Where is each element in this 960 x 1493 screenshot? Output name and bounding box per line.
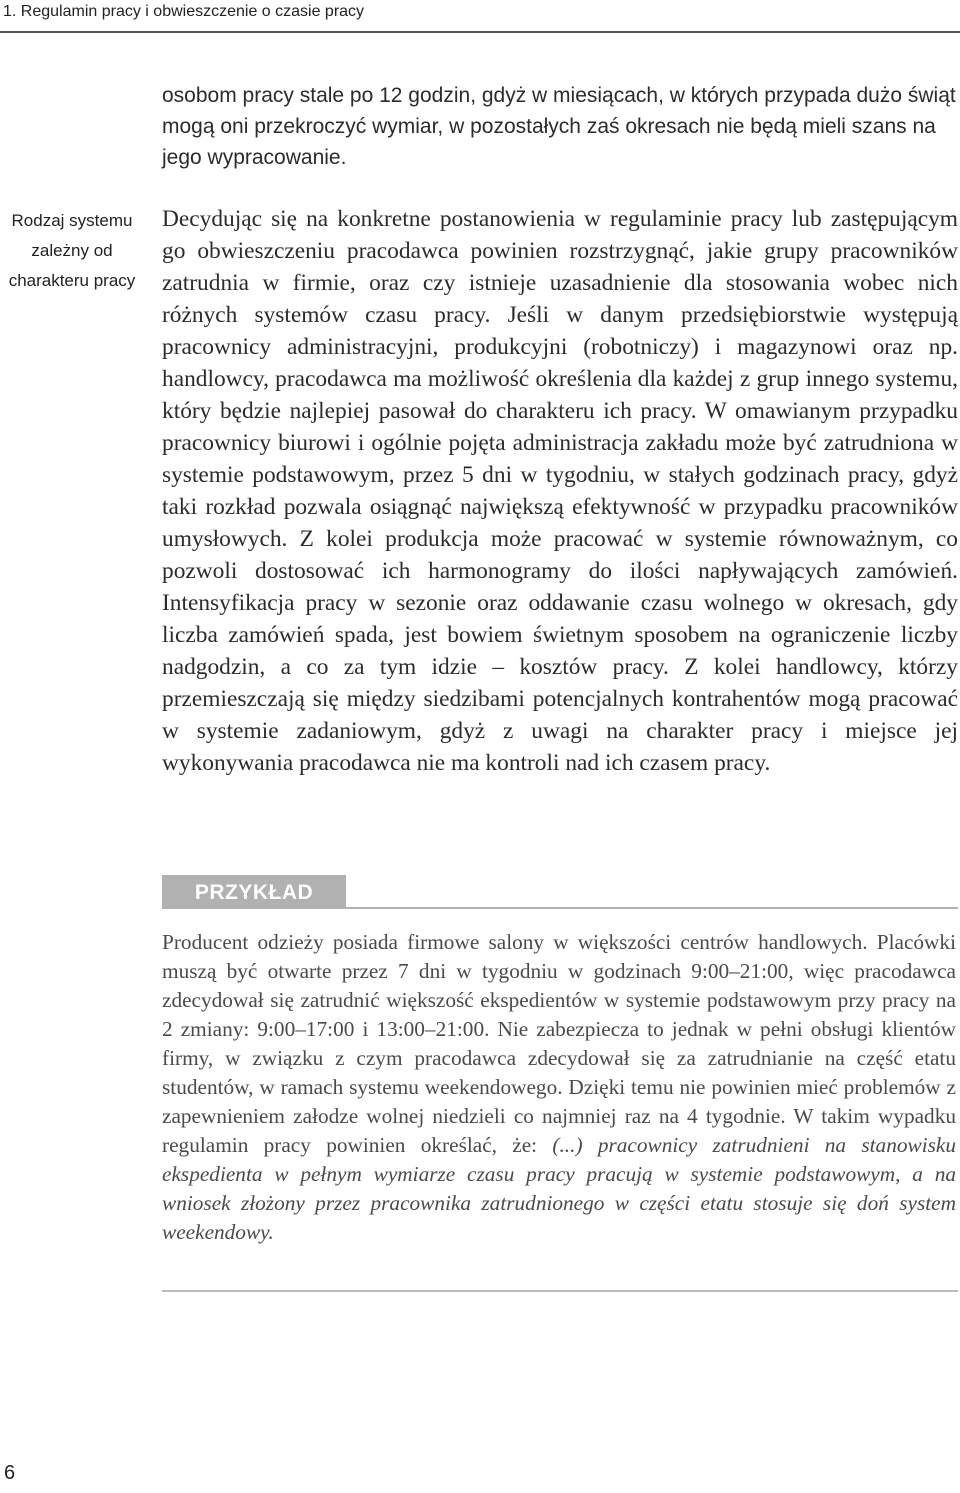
example-bottom-rule xyxy=(162,1290,958,1292)
running-header: 1. Regulamin pracy i obwieszczenie o czasie pracy xyxy=(3,3,365,20)
margin-note-line: charakteru pracy xyxy=(8,271,136,290)
header-rule xyxy=(0,31,960,33)
page-number: 6 xyxy=(4,1462,16,1484)
paragraph-main: Decydując się na konkretne postanowienia w regulaminie pracy lub zastępującym go obwieszczeniu pracodawca powinien rozstrzygnąć, jakie grupy pracowników zatrudnia w firmie, oraz czy istnieje uzasadnienie dla stosowania wobec nich różnych systemów czasu pracy. Jeśli w danym przedsiębiorstwie występują pracownicy administracyjni, produkcyjni (robotniczy) i magazynowi oraz np. handlowcy, pracodawca ma możliwość określenia dla każdej z grup innego systemu, który będzie najlepiej pasował do charakteru ich pracy. W omawianym przypadku pracownicy biurowi i ogólnie pojęta administracja zakładu może być zatrudniona w systemie podstawowym, przez 5 dni w tygodniu, w stałych godzinach pracy, gdyż taki rozkład pozwala osiągnąć największą efektywność w przypadku pracowników umysłowych. Z kolei produkcja może pracować w systemie równoważnym, co pozwoli dostosować ich harmonogramy do ilości napływających zamówień. Intensyfikacja pracy w sezonie oraz oddawanie czasu wolnego w okresach, gdy liczba zamówień spada, jest bowiem świetnym sposobem na ograniczenie liczby nadgodzin, a co za tym idzie – kosztów pracy. Z kolei handlowcy, którzy przemieszczają się między siedzibami potencjalnych kontrahentów mogą pracować w systemie zadaniowym, gdyż z uwagi na charakter pracy i miejsce jej wykonywania pracodawca nie ma kontroli nad ich czasem pracy. xyxy=(162,206,958,776)
example-quote: (...) pracownicy zatrudnieni na stanowisku ekspedienta w pełnym wymiarze czasu pracy pracują w systemie podstawowym, a na wniosek złożony przez pracownika zatrudnionego w części etatu stosuje się doń system weekendowy. xyxy=(162,1133,956,1244)
margin-note-line: Rodzaj systemu xyxy=(11,211,133,230)
example-label: PRZYKŁAD xyxy=(194,881,314,904)
example-text: Producent odzieży posiada firmowe salony w większości centrów handlowych. Placówki muszą być otwarte przez 7 dni w tygodniu w godzinach 9:00–21:00, więc pracodawca zdecydował się zatrudnić większość ekspedientów w systemie podstawowym przy pracy na 2 zmiany: 9:00–17:00 i 13:00–21:00. Nie zabezpiecza to jednak w pełni obsługi klientów firmy, w związku z czym pracodawca zdecydował się za zatrudnianie na część etatu studentów, w ramach systemu weekendowego. Dzięki temu nie powinien mieć problemów z zapewnieniem załodze wolnej niedzieli co najmniej raz na 4 tygodnie. W takim wypadku regulamin pracy powinien określać, że: xyxy=(162,930,956,1157)
paragraph-continued: osobom pracy stale po 12 godzin, gdyż w miesiącach, w których przypada dużo świąt mogą oni przekroczyć wymiar, w pozostałych zaś okresach nie będą mieli szans na jego wypracowanie. xyxy=(162,84,956,169)
example-rule xyxy=(346,907,958,909)
margin-note xyxy=(2,206,142,296)
example-paragraph xyxy=(162,928,956,1247)
margin-note-line: zależny od xyxy=(31,241,113,260)
example-label-box xyxy=(162,875,346,909)
